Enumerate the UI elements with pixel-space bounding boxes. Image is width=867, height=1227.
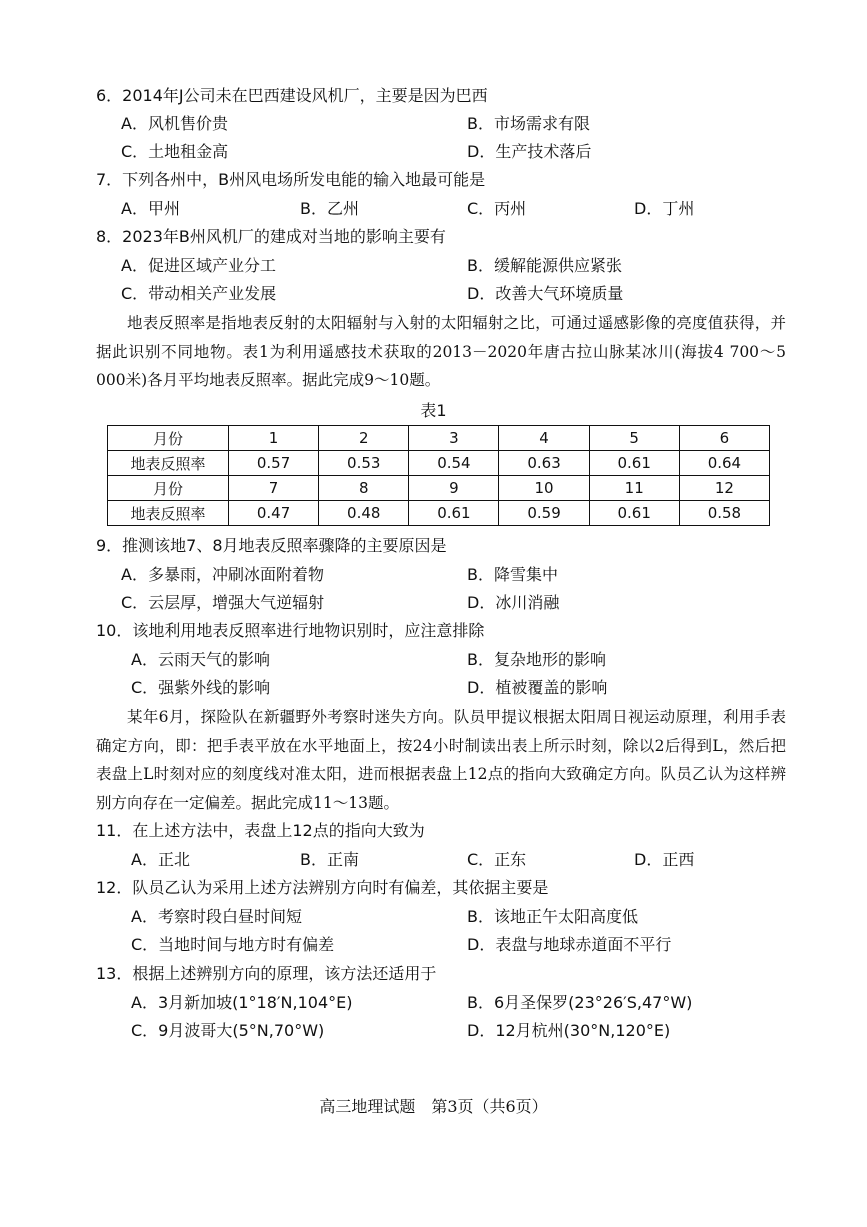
q8-option-b: B．缓解能源供应紧张	[467, 256, 622, 275]
table-cell: 3	[409, 426, 499, 451]
table-cell: 4	[499, 426, 589, 451]
table-cell: 11	[589, 476, 679, 501]
q6-option-b: B．市场需求有限	[467, 114, 590, 133]
table-row	[108, 451, 770, 476]
table-header-month: 月份	[108, 476, 229, 501]
table-cell: 8	[319, 476, 409, 501]
q13-option-d: D．12月杭州(30°N,120°E)	[467, 1021, 671, 1040]
question-11-stem: 11．在上述方法中，表盘上12点的指向大致为	[96, 821, 425, 840]
table-header-albedo: 地表反照率	[108, 501, 229, 526]
q10-option-d: D．植被覆盖的影响	[467, 678, 608, 697]
q8-option-a: A．促进区域产业分工	[121, 256, 276, 275]
q13-option-a: A．3月新加坡(1°18′N,104°E)	[131, 993, 353, 1012]
table-cell: 0.57	[229, 451, 319, 476]
q7-option-c: C．丙州	[467, 199, 527, 218]
table-cell: 7	[229, 476, 319, 501]
table-cell: 0.58	[679, 501, 769, 526]
table-cell: 6	[679, 426, 769, 451]
table-cell: 1	[229, 426, 319, 451]
q7-option-a: A．甲州	[121, 199, 180, 218]
q8-option-c: C．带动相关产业发展	[121, 284, 277, 303]
q9-option-c: C．云层厚，增强大气逆辐射	[121, 593, 325, 612]
passage-albedo: 地表反照率是指地表反射的太阳辐射与入射的太阳辐射之比，可通过遥感影像的亮度值获得，并据此识别不同地物。表1为利用遥感技术获取的2013－2020年唐古拉山脉某冰川(海拔4 700～5 000米)各月平均地表反照率。据此完成9～10题。	[96, 314, 786, 389]
q10-option-a: A．云雨天气的影响	[131, 650, 270, 669]
table-row	[108, 501, 770, 526]
q6-option-d: D．生产技术落后	[467, 142, 592, 161]
table-cell: 0.53	[319, 451, 409, 476]
question-10-stem: 10．该地利用地表反照率进行地物识别时，应注意排除	[96, 621, 485, 640]
question-13-stem: 13．根据上述辨别方向的原理，该方法还适用于	[96, 964, 437, 983]
question-6-stem: 6．2014年J公司未在巴西建设风机厂，主要是因为巴西	[96, 86, 488, 105]
table-cell: 2	[319, 426, 409, 451]
table-row	[108, 426, 770, 451]
question-12-stem: 12．队员乙认为采用上述方法辨别方向时有偏差，其依据主要是	[96, 878, 549, 897]
table-cell: 10	[499, 476, 589, 501]
q9-option-a: A．多暴雨，冲刷冰面附着物	[121, 565, 324, 584]
table-cell: 5	[589, 426, 679, 451]
q6-option-c: C．土地租金高	[121, 142, 229, 161]
q9-option-b: B．降雪集中	[467, 565, 558, 584]
q13-option-b: B．6月圣保罗(23°26′S,47°W)	[467, 993, 693, 1012]
table-cell: 12	[679, 476, 769, 501]
q11-option-a: A．正北	[131, 850, 190, 869]
table-cell: 0.47	[229, 501, 319, 526]
q10-option-c: C．强紫外线的影响	[131, 678, 271, 697]
q12-option-b: B．该地正午太阳高度低	[467, 907, 638, 926]
table-cell: 0.59	[499, 501, 589, 526]
table-cell: 0.54	[409, 451, 499, 476]
table-cell: 0.63	[499, 451, 589, 476]
albedo-table	[107, 425, 770, 526]
table-header-month: 月份	[108, 426, 229, 451]
table-cell: 9	[409, 476, 499, 501]
page-footer: 高三地理试题 第3页（共6页）	[319, 1097, 548, 1116]
q7-option-d: D．丁州	[634, 199, 695, 218]
q9-option-d: D．冰川消融	[467, 593, 560, 612]
q11-option-b: B．正南	[300, 850, 359, 869]
q11-option-c: C．正东	[467, 850, 527, 869]
q13-option-c: C．9月波哥大(5°N,70°W)	[131, 1021, 325, 1040]
question-9-stem: 9．推测该地7、8月地表反照率骤降的主要原因是	[96, 536, 447, 555]
table-cell: 0.64	[679, 451, 769, 476]
question-7-stem: 7．下列各州中，B州风电场所发电能的输入地最可能是	[96, 170, 486, 189]
q12-option-d: D．表盘与地球赤道面不平行	[467, 935, 672, 954]
table-header-albedo: 地表反照率	[108, 451, 229, 476]
q8-option-d: D．改善大气环境质量	[467, 284, 624, 303]
q6-option-a: A．风机售价贵	[121, 114, 228, 133]
q10-option-b: B．复杂地形的影响	[467, 650, 606, 669]
question-8-stem: 8．2023年B州风机厂的建成对当地的影响主要有	[96, 227, 446, 246]
table-cell: 0.48	[319, 501, 409, 526]
table-cell: 0.61	[589, 451, 679, 476]
q12-option-c: C．当地时间与地方时有偏差	[131, 935, 335, 954]
table-1-caption: 表1	[420, 401, 447, 420]
table-row	[108, 476, 770, 501]
q11-option-d: D．正西	[634, 850, 695, 869]
table-cell: 0.61	[589, 501, 679, 526]
table-cell: 0.61	[409, 501, 499, 526]
q12-option-a: A．考察时段白昼时间短	[131, 907, 302, 926]
passage-watch-direction: 某年6月，探险队在新疆野外考察时迷失方向。队员甲提议根据太阳周日视运动原理，利用手表确定方向，即：把手表平放在水平地面上，按24小时制读出表上所示时刻，除以2后得到L，然后把表盘上L时刻对应的刻度线对准太阳，进而根据表盘上12点的指向大致确定方向。队员乙认为这样辨别方向存在一定偏差。据此完成11～13题。	[96, 708, 786, 812]
q7-option-b: B．乙州	[300, 199, 359, 218]
